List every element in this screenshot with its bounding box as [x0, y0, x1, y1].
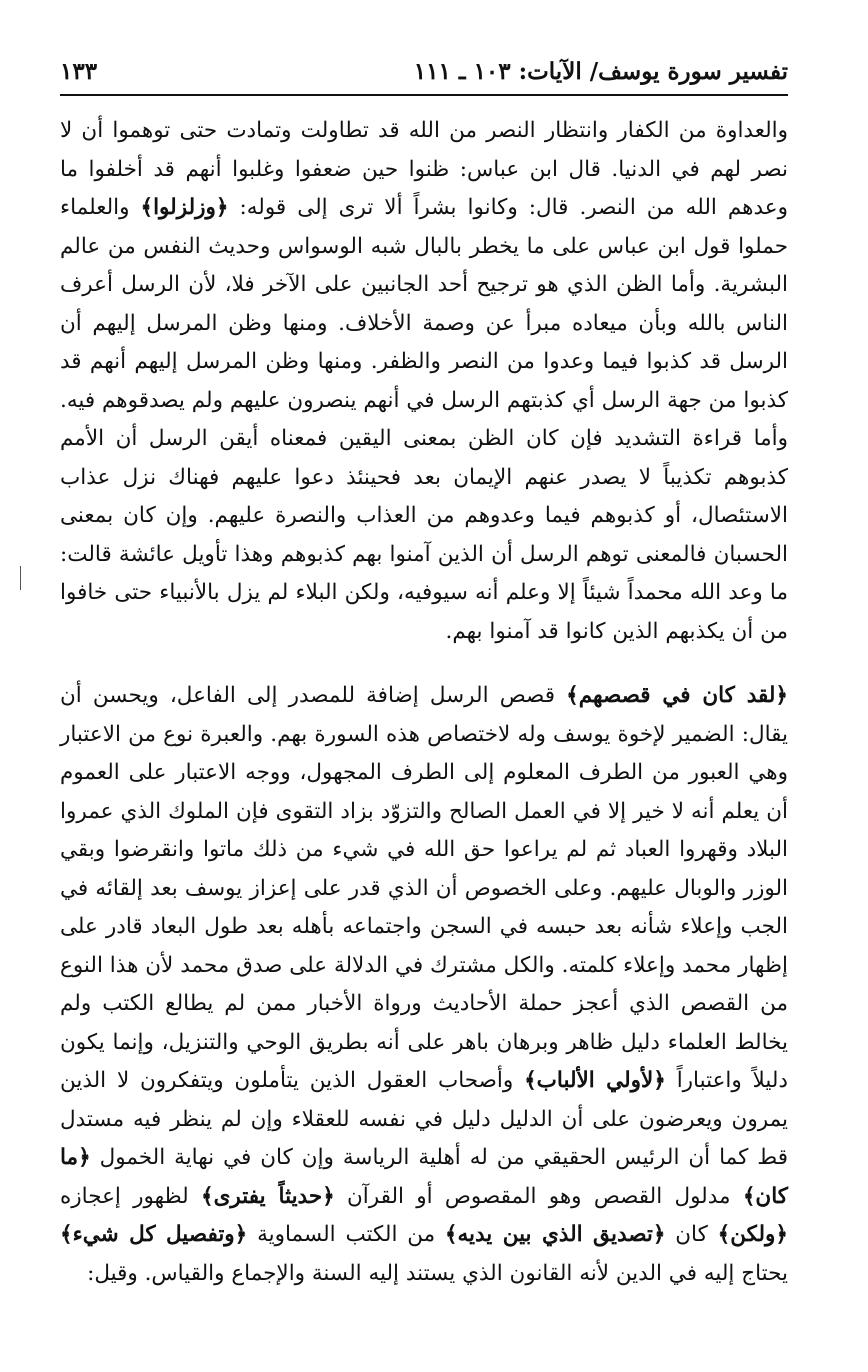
paragraph-1 [60, 112, 788, 651]
text-segment: قصص الرسل إضافة للمصدر إلى الفاعل، ويحسن أن يقال: الضمير لإخوة يوسف وله لاختصاص هذه السورة بهم. والعبرة نوع من الاعتبار وهي العبور من الطرف المعلوم إلى الطرف المجهول، ووجه الاعتبار على العموم أن يعلم أنه لا خير إلا في العمل الصالح والتزوّد بزاد التقوى فإن الملوك الذي عمروا البلاد وقهروا العباد ثم لم يراعوا حق الله في شيء من ذلك ماتوا وانقرضوا وبقي الوزر والوبال عليهم. وعلى الخصوص أن الذي قدر على إعزاز يوسف بعد إلقائه في الجب وإعلاء شأنه بعد حبسه في السجن واجتماعه بأهله بعد طول البعاد قادر على إظهار محمد وإعلاء كلمته. والكل مشترك في الدلالة على صدق محمد لأن هذا النوع من القصص الذي أعجز حملة الأحاديث ورواة الأخبار ممن لم يطالع الكتب ولم يخالط العلماء دليل ظاهر وبرهان باهر على أنه بطريق الوحي والتنزيل، وإنما يكون دليلاً واعتباراً [60, 683, 788, 1093]
paragraph-gap [60, 651, 788, 677]
text-segment: كان [665, 1222, 718, 1247]
header-title: تفسير سورة يوسف/ الآيات: ١٠٣ ـ ١١١ [413, 58, 788, 85]
text-segment: والعداوة من الكفار وانتظار النصر من الله قد تطاولت وتمادت حتى توهموا أن لا نصر لهم في الدنيا. قال ابن عباس: ظنوا حين ضعفوا وغلبوا أنهم قد أخلفوا ما وعدهم الله من النصر. قال: وكانوا بشراً ألا ترى إلى قوله: [60, 118, 788, 220]
text-segment: وأصحاب العقول الذين يتأملون ويتفكرون لا الذين يمرون ويعرضون على أن الدليل دليل في نفسه للعقلاء وإن لم ينظر فيه مستدل قط كما أن الرئيس الحقيقي من له أهلية الرياسة وإن كان في نهاية الخمول [60, 1068, 788, 1170]
quran-quote: ﴿حديثاً يفترى﴾ [200, 1183, 335, 1209]
body-text [60, 112, 788, 1293]
text-segment: مدلول القصص وهو المقصوص أو القرآن [334, 1183, 743, 1209]
text-segment: من الكتب السماوية [247, 1222, 445, 1247]
text-segment: لظهور إعجازه [60, 1183, 201, 1209]
page-number: ١٣٣ [60, 58, 98, 85]
quran-quote: ﴿ما كان﴾ [60, 1145, 788, 1209]
margin-mark [20, 566, 21, 590]
text-segment: يحتاج إليه في الدين لأنه القانون الذي يستند إليه السنة والإجماع والقياس. وقيل: [87, 1260, 788, 1286]
quran-quote: ﴿وزلزلوا﴾ [140, 195, 229, 220]
quran-quote: ﴿لأولي الألباب﴾ [524, 1068, 666, 1093]
text-segment: والعلماء حملوا قول ابن عباس على ما يخطر بالبال شبه الوسواس وحديث النفس من عالم البشرية. وأما الظن الذي هو ترجيح أحد الجانبين على الآخر فلا، لأن الرسل أعرف الناس بالله وبأن ميعاده مبرأ عن وصمة الأخلاف. ومنها وظن المرسل إليهم أن الرسل قد كذبوا فيما وعدوا من النصر والظفر. ومنها وظن المرسل إليهم أنهم قد كذبوا من جهة الرسل أي كذبتهم الرسل في أنهم ينصرون عليهم ولم يصدقوهم فيه. وأما قراءة التشديد فإن كان الظن بمعنى اليقين فمعناه أيقن الرسل أن الأمم كذبوهم تكذيباً لا يصدر عنهم الإيمان بعد فحينئذ دعوا عليهم فهناك نزل عذاب الاستئصال، أو كذبوهم فيما وعدوهم من العذاب والنصرة عليهم. وإن كان بمعنى الحسبان فالمعنى توهم الرسل أن الذين آمنوا بهم كذبوهم وهذا تأويل عائشة قالت: ما وعد الله محمداً شيئاً إلا وعلم أنه سيوفيه، ولكن البلاء لم يزل بالأنبياء حتى خافوا من أن يكذبهم الذين كانوا قد آمنوا بهم. [60, 195, 788, 644]
quran-quote: ﴿ولكن﴾ [717, 1222, 789, 1247]
paragraph-2 [60, 677, 788, 1293]
quran-quote: ﴿لقد كان في قصصهم﴾ [566, 683, 789, 708]
quran-quote: ﴿تصديق الذي بين يديه﴾ [444, 1222, 666, 1247]
quran-quote: ﴿وتفصيل كل شيء﴾ [60, 1222, 248, 1247]
running-header [60, 50, 788, 96]
